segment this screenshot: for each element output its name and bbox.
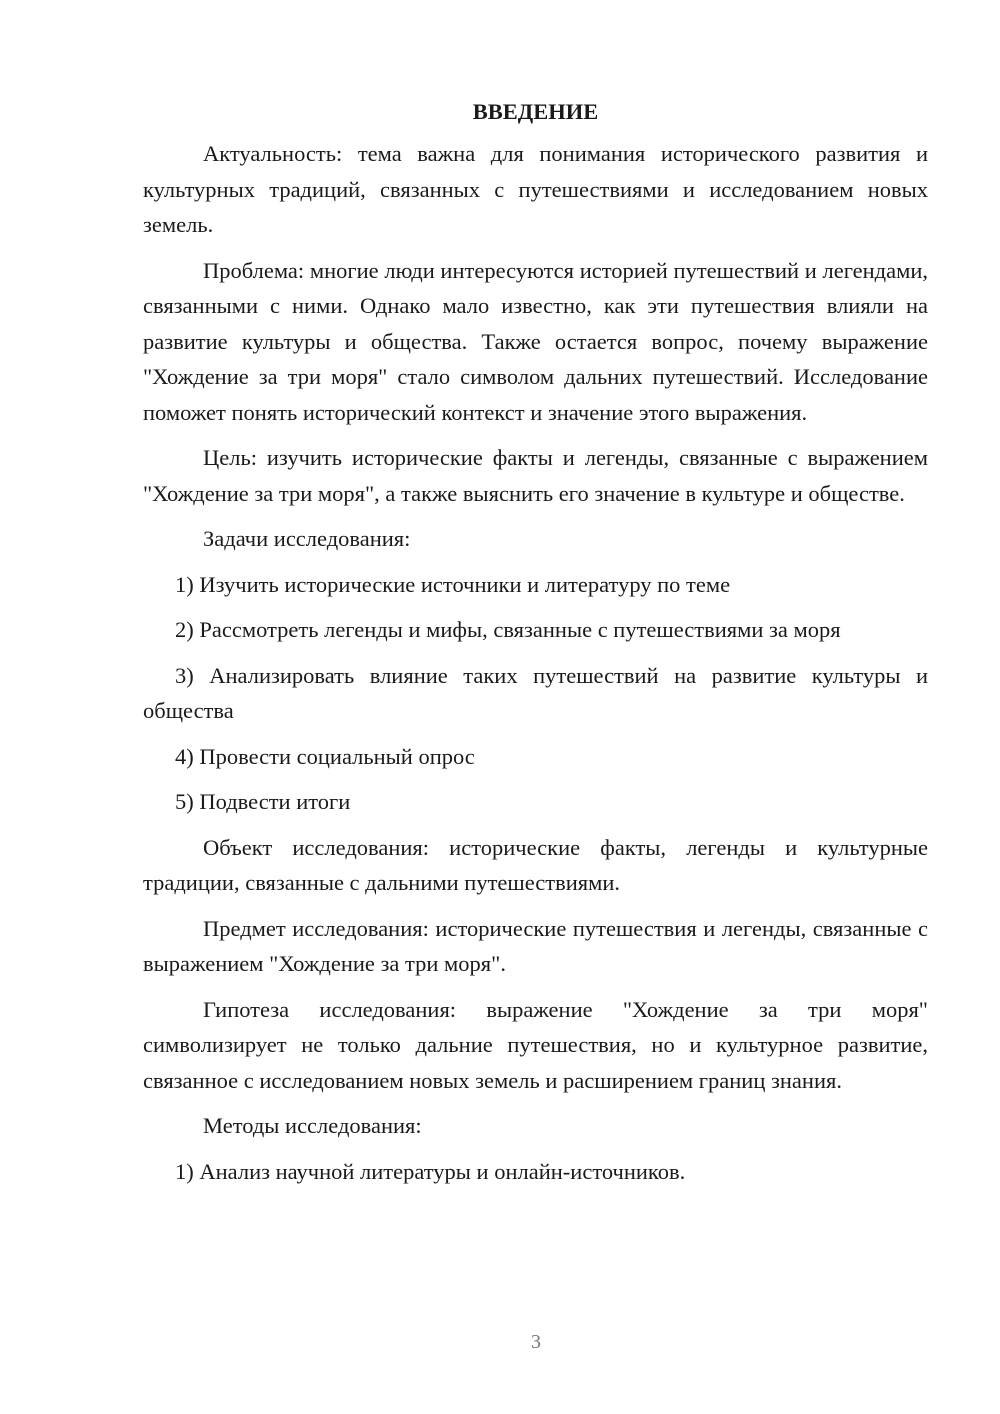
task-item-5: 5) Подвести итоги	[175, 789, 351, 814]
problem-paragraph: Проблема: многие люди интересуются историей путешествий и легендами, связанными с ними. Однако мало известно, как эти путешествия влияли на развитие культуры и общества. Также остается вопрос, почему выражение "Хождение за три моря" стало символом дальних путешествий. Исследование поможет понять исторический контекст и значение этого выражения.	[143, 257, 928, 425]
tasks-label: Задачи исследования:	[203, 526, 411, 551]
goal-paragraph: Цель: изучить исторические факты и легенды, связанные с выражением "Хождение за три моря", а также выяснить его значение в культуре и обществе.	[143, 445, 928, 506]
task-item-3: 3) Анализировать влияние таких путешествий на развитие культуры и общества	[143, 662, 928, 723]
methods-label: Методы исследования:	[203, 1113, 422, 1138]
task-item-2: 2) Рассмотреть легенды и мифы, связанные с путешествиями за моря	[175, 617, 841, 642]
method-item-1: 1) Анализ научной литературы и онлайн-источников.	[175, 1158, 686, 1184]
page-number: 3	[531, 1331, 541, 1353]
object-paragraph: Объект исследования: исторические факты, легенды и культурные традиции, связанные с дальними путешествиями.	[143, 834, 928, 895]
task-item-4: 4) Провести социальный опрос	[175, 743, 475, 769]
page-content	[143, 96, 928, 1199]
task-item-1: 1) Изучить исторические источники и литературу по теме	[175, 571, 731, 597]
section-heading: ВВЕДЕНИЕ	[472, 99, 599, 124]
hypothesis-paragraph: Гипотеза исследования: выражение "Хождение за три моря" символизирует не только дальние путешествия, но и культурное развитие, связанное с исследованием новых земель и расширением границ знания.	[143, 996, 928, 1093]
relevance-paragraph: Актуальность: тема важна для понимания исторического развития и культурных традиций, связанных с путешествиями и исследованием новых земель.	[143, 141, 928, 237]
subject-paragraph: Предмет исследования: исторические путешествия и легенды, связанные с выражением "Хождение за три моря".	[143, 915, 928, 976]
